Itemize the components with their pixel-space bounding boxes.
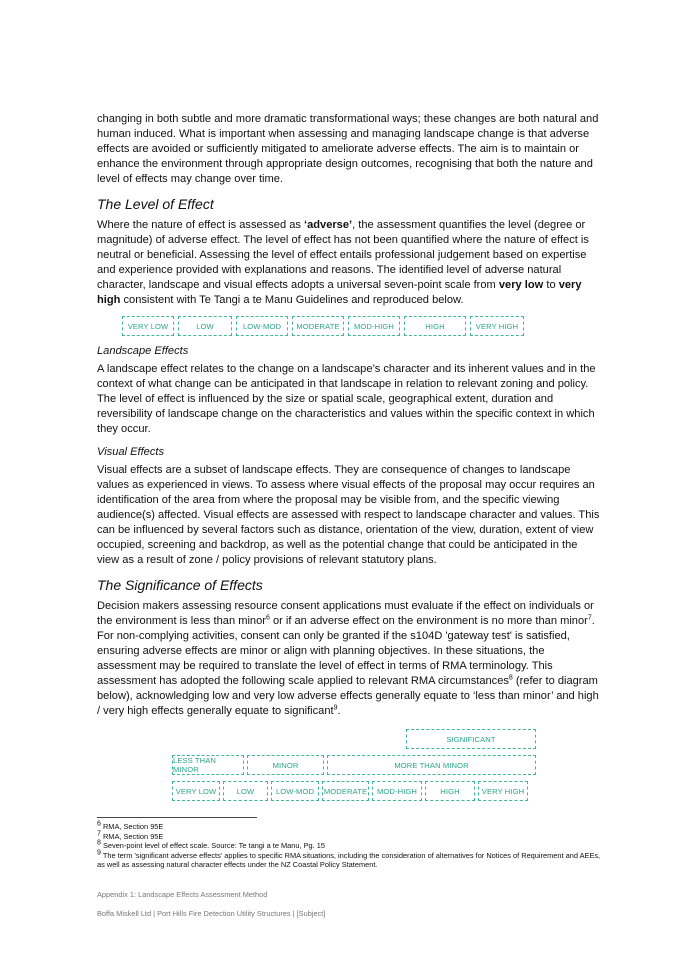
level-of-effect-heading: The Level of Effect <box>97 196 214 212</box>
scale-box-low-mod: LOW-MOD <box>236 316 288 336</box>
scale-box-high: HIGH <box>404 316 466 336</box>
diagram-scale-high: HIGH <box>425 781 475 801</box>
document-body <box>97 112 602 870</box>
diagram-more-than-minor: MORE THAN MINOR <box>327 755 536 775</box>
diagram-scale-mod-high: MOD-HIGH <box>372 781 422 801</box>
footnote-8: $^8$ Seven-point level of effect scale. Source: Te tangi a te Manu, Pg. 15 <box>97 839 325 850</box>
level-of-effect-paragraph: Where the nature of effect is assessed as ‘adverse’, the assessment quantifies the level (degree or magnitude) of adverse effect. The level of effect has not been quantified where the nature of effect is neutral or beneficial. Assessing the level of effect entails professional judgement based on expertise and experience provided with explanations and reasons. The identified level of adverse natural character, landscape and visual effects adopts a universal seven-point scale from very low to very high consistent with Te Tangi a te Manu Guidelines and reproduced below. <box>97 219 589 306</box>
rma-scale-diagram <box>172 729 536 803</box>
scale-box-low: LOW <box>178 316 232 336</box>
diagram-scale-very-high: VERY HIGH <box>478 781 528 801</box>
footnote-9: $^9$ The term 'significant adverse effects' applies to specific RMA situations, including the consideration of alternatives for Notices of Requirement and AEEs, as well as assessing natural character effects under the NZ Coastal Policy Statement. <box>97 849 601 869</box>
significance-heading: The Significance of Effects <box>97 577 263 593</box>
seven-point-scale <box>122 316 602 336</box>
diagram-scale-low-mod: LOW-MOD <box>271 781 319 801</box>
diagram-significant: SIGNIFICANT <box>406 729 536 749</box>
diagram-minor: MINOR <box>247 755 324 775</box>
footer-appendix: Appendix 1: Landscape Effects Assessment Method <box>97 890 268 899</box>
diagram-scale-very-low: VERY LOW <box>172 781 220 801</box>
diagram-less-than-minor: LESS THAN MINOR <box>172 755 244 775</box>
scale-box-very-high: VERY HIGH <box>470 316 524 336</box>
footnote-divider <box>97 817 257 818</box>
visual-effects-heading: Visual Effects <box>97 446 165 458</box>
scale-box-very-low: VERY LOW <box>122 316 174 336</box>
scale-box-moderate: MODERATE <box>292 316 344 336</box>
significance-paragraph: Decision makers assessing resource consent applications must evaluate if the effect on individuals or the environment is less than minor$^6$ or if an adverse effect on the environment is no more than minor$^7$. For non-complying activities, consent can only be granted if the s104D 'gateway test' is satisfied, ensuring adverse effects are minor or align with planning objectives. In these situations, the assessment may be required to translate the level of effect in terms of RMA terminology. This assessment has adopted the following scale applied to relevant RMA circumstances$^8$ (refer to diagram below), acknowledging low and very low adverse effects generally equate to ‘less than minor’ and high / very high effects generally equate to significant$^9$. <box>97 600 599 717</box>
landscape-effects-paragraph: A landscape effect relates to the change on a landscape’s character and its inherent values and in the context of what change can be anticipated in that landscape in relation to relevant zoning and policy. The level of effect is influenced by the size or spatial scale, geographical extent, duration and reversibility of landscape change on the characteristics and values within the specific context in which they occur. <box>97 363 596 435</box>
visual-effects-paragraph: Visual effects are a subset of landscape effects. They are consequence of changes to landscape values as experienced in views. To assess where visual effects of the proposal may occur requires an identification of the area from where the proposal may be visible from, and the specific viewing audience(s) affected. Visual effects are assessed with respect to landscape character and values. This can be influenced by several factors such as distance, orientation of the view, duration, extent of view occupied, screening and backdrop, as well as the potential change that could be anticipated in the view as a result of zone / policy provisions of relevant statutory plans. <box>97 464 600 566</box>
scale-box-mod-high: MOD-HIGH <box>348 316 400 336</box>
diagram-scale-moderate: MODERATE <box>322 781 369 801</box>
footnote-6: $^6$ RMA, Section 95E <box>97 820 164 831</box>
diagram-scale-low: LOW <box>223 781 268 801</box>
intro-paragraph: changing in both subtle and more dramatic transformational ways; these changes are both natural and human induced. What is important when assessing and managing landscape change is that adverse effects are avoided or sufficiently mitigated to ameliorate adverse effects. The aim is to maintain or enhance the environment through appropriate design outcomes, recognising that both the nature and level of effects may change over time. <box>97 113 599 185</box>
footer-company: Boffa Miskell Ltd | Port Hills Fire Detection Utility Structures | [Subject] <box>97 909 326 918</box>
landscape-effects-heading: Landscape Effects <box>97 345 189 357</box>
footnote-7: $^7$ RMA, Section 95E <box>97 830 164 841</box>
